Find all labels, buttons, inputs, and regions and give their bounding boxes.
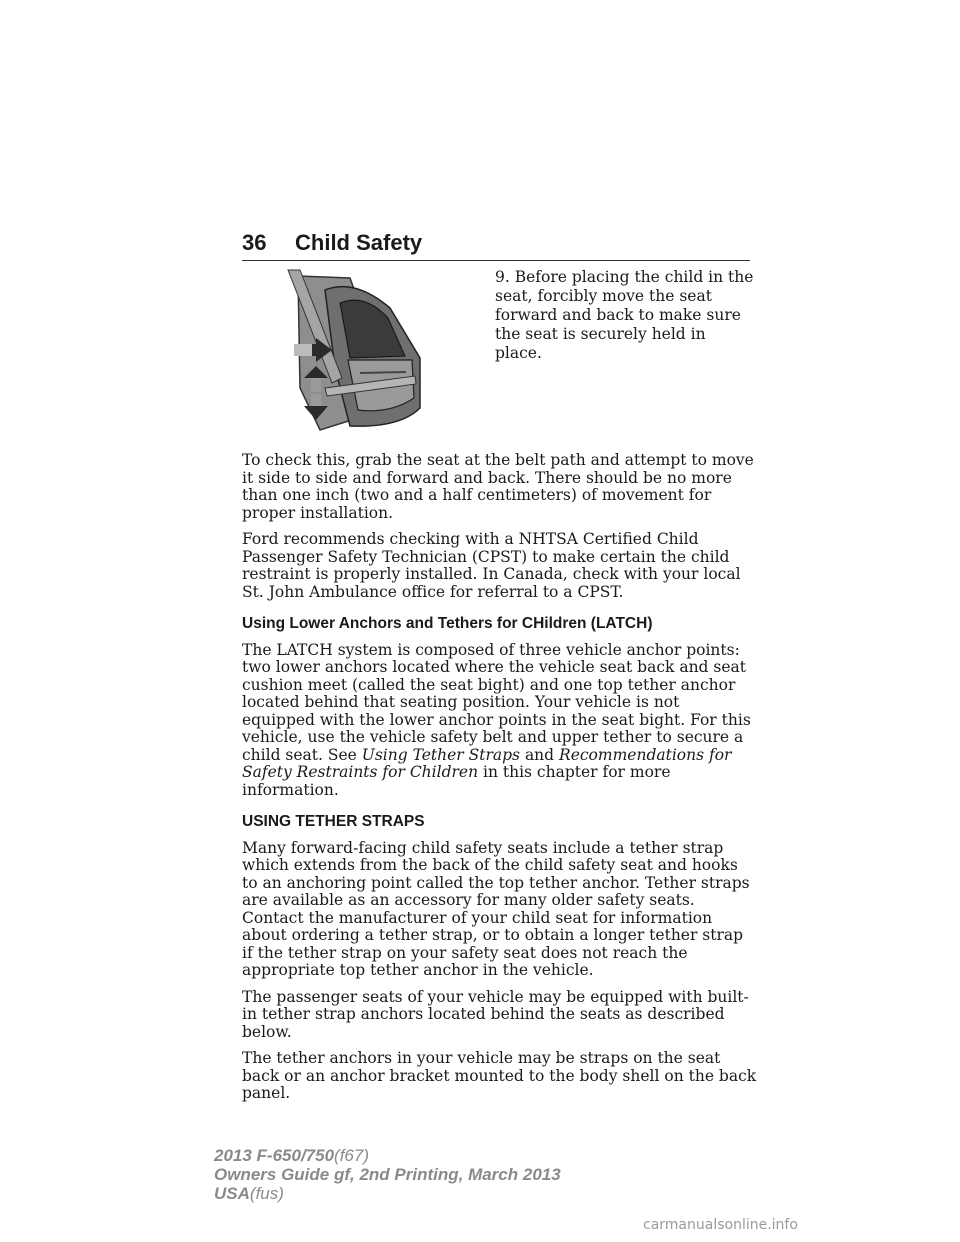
latch-text-2: and	[524, 745, 555, 764]
footer-line-3	[214, 1184, 561, 1203]
intro-step-text: 9. Before placing the child in the seat, forcibly move the seat forward and back to make sure the seat is securely held in place.	[495, 268, 754, 362]
main-body	[242, 452, 757, 1112]
page-header	[242, 230, 750, 262]
latch-paragraph	[242, 642, 757, 800]
footer-line-1	[214, 1146, 561, 1165]
watermark-text: carmanualsonline.info	[643, 1217, 798, 1233]
footer-line-2	[214, 1165, 561, 1184]
footer-model: 2013 F-650/750	[214, 1146, 335, 1165]
latch-heading: Using Lower Anchors and Tethers for CHildren (LATCH)	[242, 615, 653, 632]
tether-paragraph-2: The passenger seats of your vehicle may be equipped with built-in tether strap anchors located behind the seats as described below.	[242, 987, 749, 1041]
document-footer	[214, 1146, 561, 1203]
tether-paragraph-3: The tether anchors in your vehicle may be straps on the seat back or an anchor bracket mounted to the body shell on the back panel.	[242, 1049, 757, 1102]
tether-heading: USING TETHER STRAPS	[242, 813, 425, 830]
footer-model-code: (f67)	[334, 1146, 370, 1165]
header-rule	[242, 260, 750, 261]
footer-guide: Owners Guide gf, 2nd Printing, March 2013	[214, 1165, 561, 1184]
paragraph-recommend: Ford recommends checking with a NHTSA Certified Child Passenger Safety Technician (CPST) to make certain the child restraint is properly installed. In Canada, check with your local St. John Ambulance office for referral to a CPST.	[242, 530, 741, 601]
child-seat-illustration	[280, 268, 430, 438]
child-seat-drawing	[280, 268, 430, 438]
latch-link-tether-straps: Using Tether Straps	[361, 745, 520, 764]
tether-paragraph-1: Many forward-facing child safety seats include a tether strap which extends from the back of the child safety seat and hooks to an anchoring point called the top tether anchor. Tether straps are available as an accessory for many older safety seats. Contact the manufacturer of your child seat for information about ordering a tether strap, or to obtain a longer tether strap if the tether strap on your safety seat does not reach the appropriate top tether anchor in the vehicle.	[242, 838, 750, 979]
latch-link-recommendations: Recommendations for Safety Restraints for Children	[242, 745, 732, 781]
footer-region-code: (fus)	[249, 1184, 284, 1203]
page-number: 36	[242, 230, 267, 255]
latch-text-1: The LATCH system is composed of three vehicle anchor points: two lower anchors located where the vehicle seat back and seat cushion meet (called the seat bight) and one top tether anchor located behind that seating position. Your vehicle is not equipped with the lower anchor points in the seat bight. For this vehicle, use the vehicle safety belt and upper tether to secure a child seat. See	[242, 640, 751, 764]
latch-text-3: in this chapter for more information.	[242, 763, 671, 799]
footer-region: USA	[214, 1184, 250, 1203]
section-title: Child Safety	[295, 230, 423, 255]
paragraph-check: To check this, grab the seat at the belt path and attempt to move it side to side and forward and back. There should be no more than one inch (two and a half centimeters) of movement for proper installation.	[242, 451, 754, 522]
